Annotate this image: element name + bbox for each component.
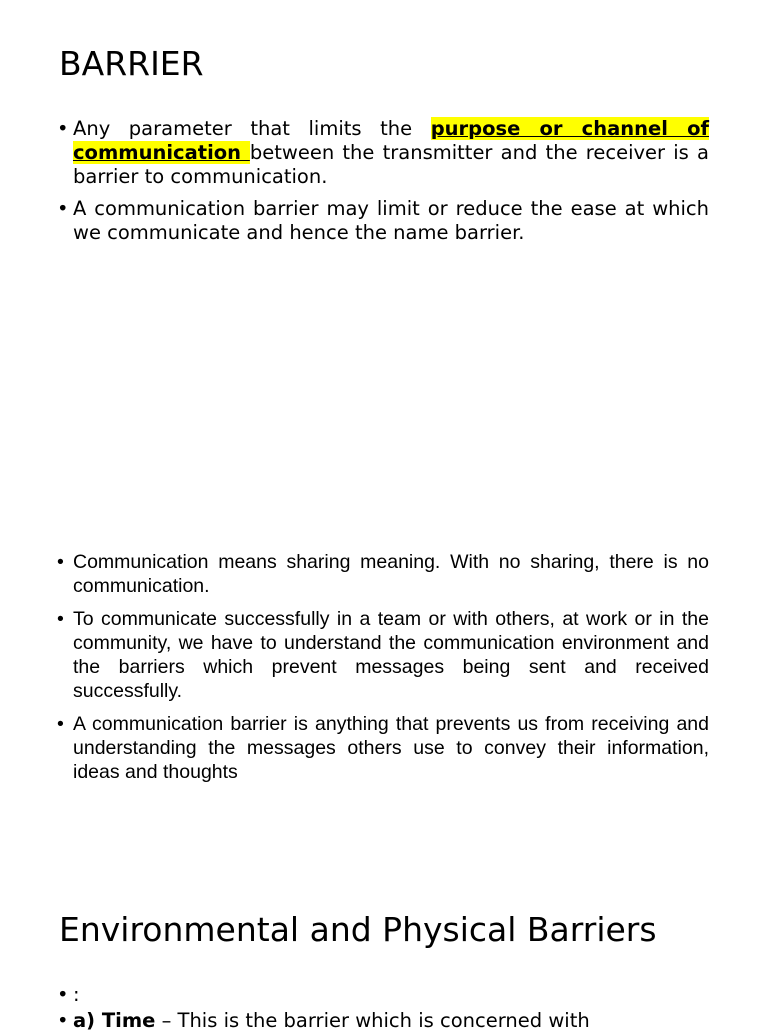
- barrier-bullet-list: [57, 117, 709, 253]
- bullet-text: :: [73, 983, 80, 1006]
- list-item: [57, 1009, 709, 1033]
- slide-title-environmental: Environmental and Physical Barriers: [59, 910, 657, 949]
- bullet-icon: •: [57, 608, 64, 630]
- list-item: [57, 983, 709, 1007]
- bullet-text: – This is the barrier which is concerned with: [155, 1009, 590, 1032]
- bullet-text: A communication barrier may limit or reduce the ease at which we communicate and hence the name barrier.: [73, 197, 709, 244]
- list-item: [57, 117, 709, 189]
- bullet-icon: •: [57, 117, 69, 140]
- communication-bullet-list: [57, 550, 709, 793]
- bullet-icon: •: [57, 197, 69, 220]
- bullet-icon: •: [57, 551, 64, 573]
- slide-title-barrier: BARRIER: [59, 44, 204, 83]
- bullet-icon: •: [57, 1009, 69, 1032]
- bullet-text-end: between the transmitter and the receiver is a barrier to communication.: [73, 141, 709, 188]
- bullet-text-start: Any parameter that limits the: [73, 117, 431, 140]
- environmental-bullet-list: [57, 983, 709, 1035]
- list-item: [57, 712, 709, 784]
- bullet-text: To communicate successfully in a team or with others, at work or in the community, we have to understand the communication environment and the barriers which prevent messages being sent and received successfully.: [73, 608, 709, 702]
- bullet-text: Communication means sharing meaning. With no sharing, there is no communication.: [73, 551, 709, 597]
- list-item: [57, 550, 709, 598]
- list-item: [57, 607, 709, 703]
- bullet-bold-heading: a) Time: [73, 1009, 156, 1032]
- bullet-icon: •: [57, 713, 64, 735]
- list-item: [57, 197, 709, 245]
- bullet-text: A communication barrier is anything that prevents us from receiving and understanding the messages others use to convey their information, ideas and thoughts: [73, 713, 709, 783]
- highlighted-phrase: purpose or channel of communication: [73, 117, 709, 164]
- bullet-icon: •: [57, 983, 69, 1006]
